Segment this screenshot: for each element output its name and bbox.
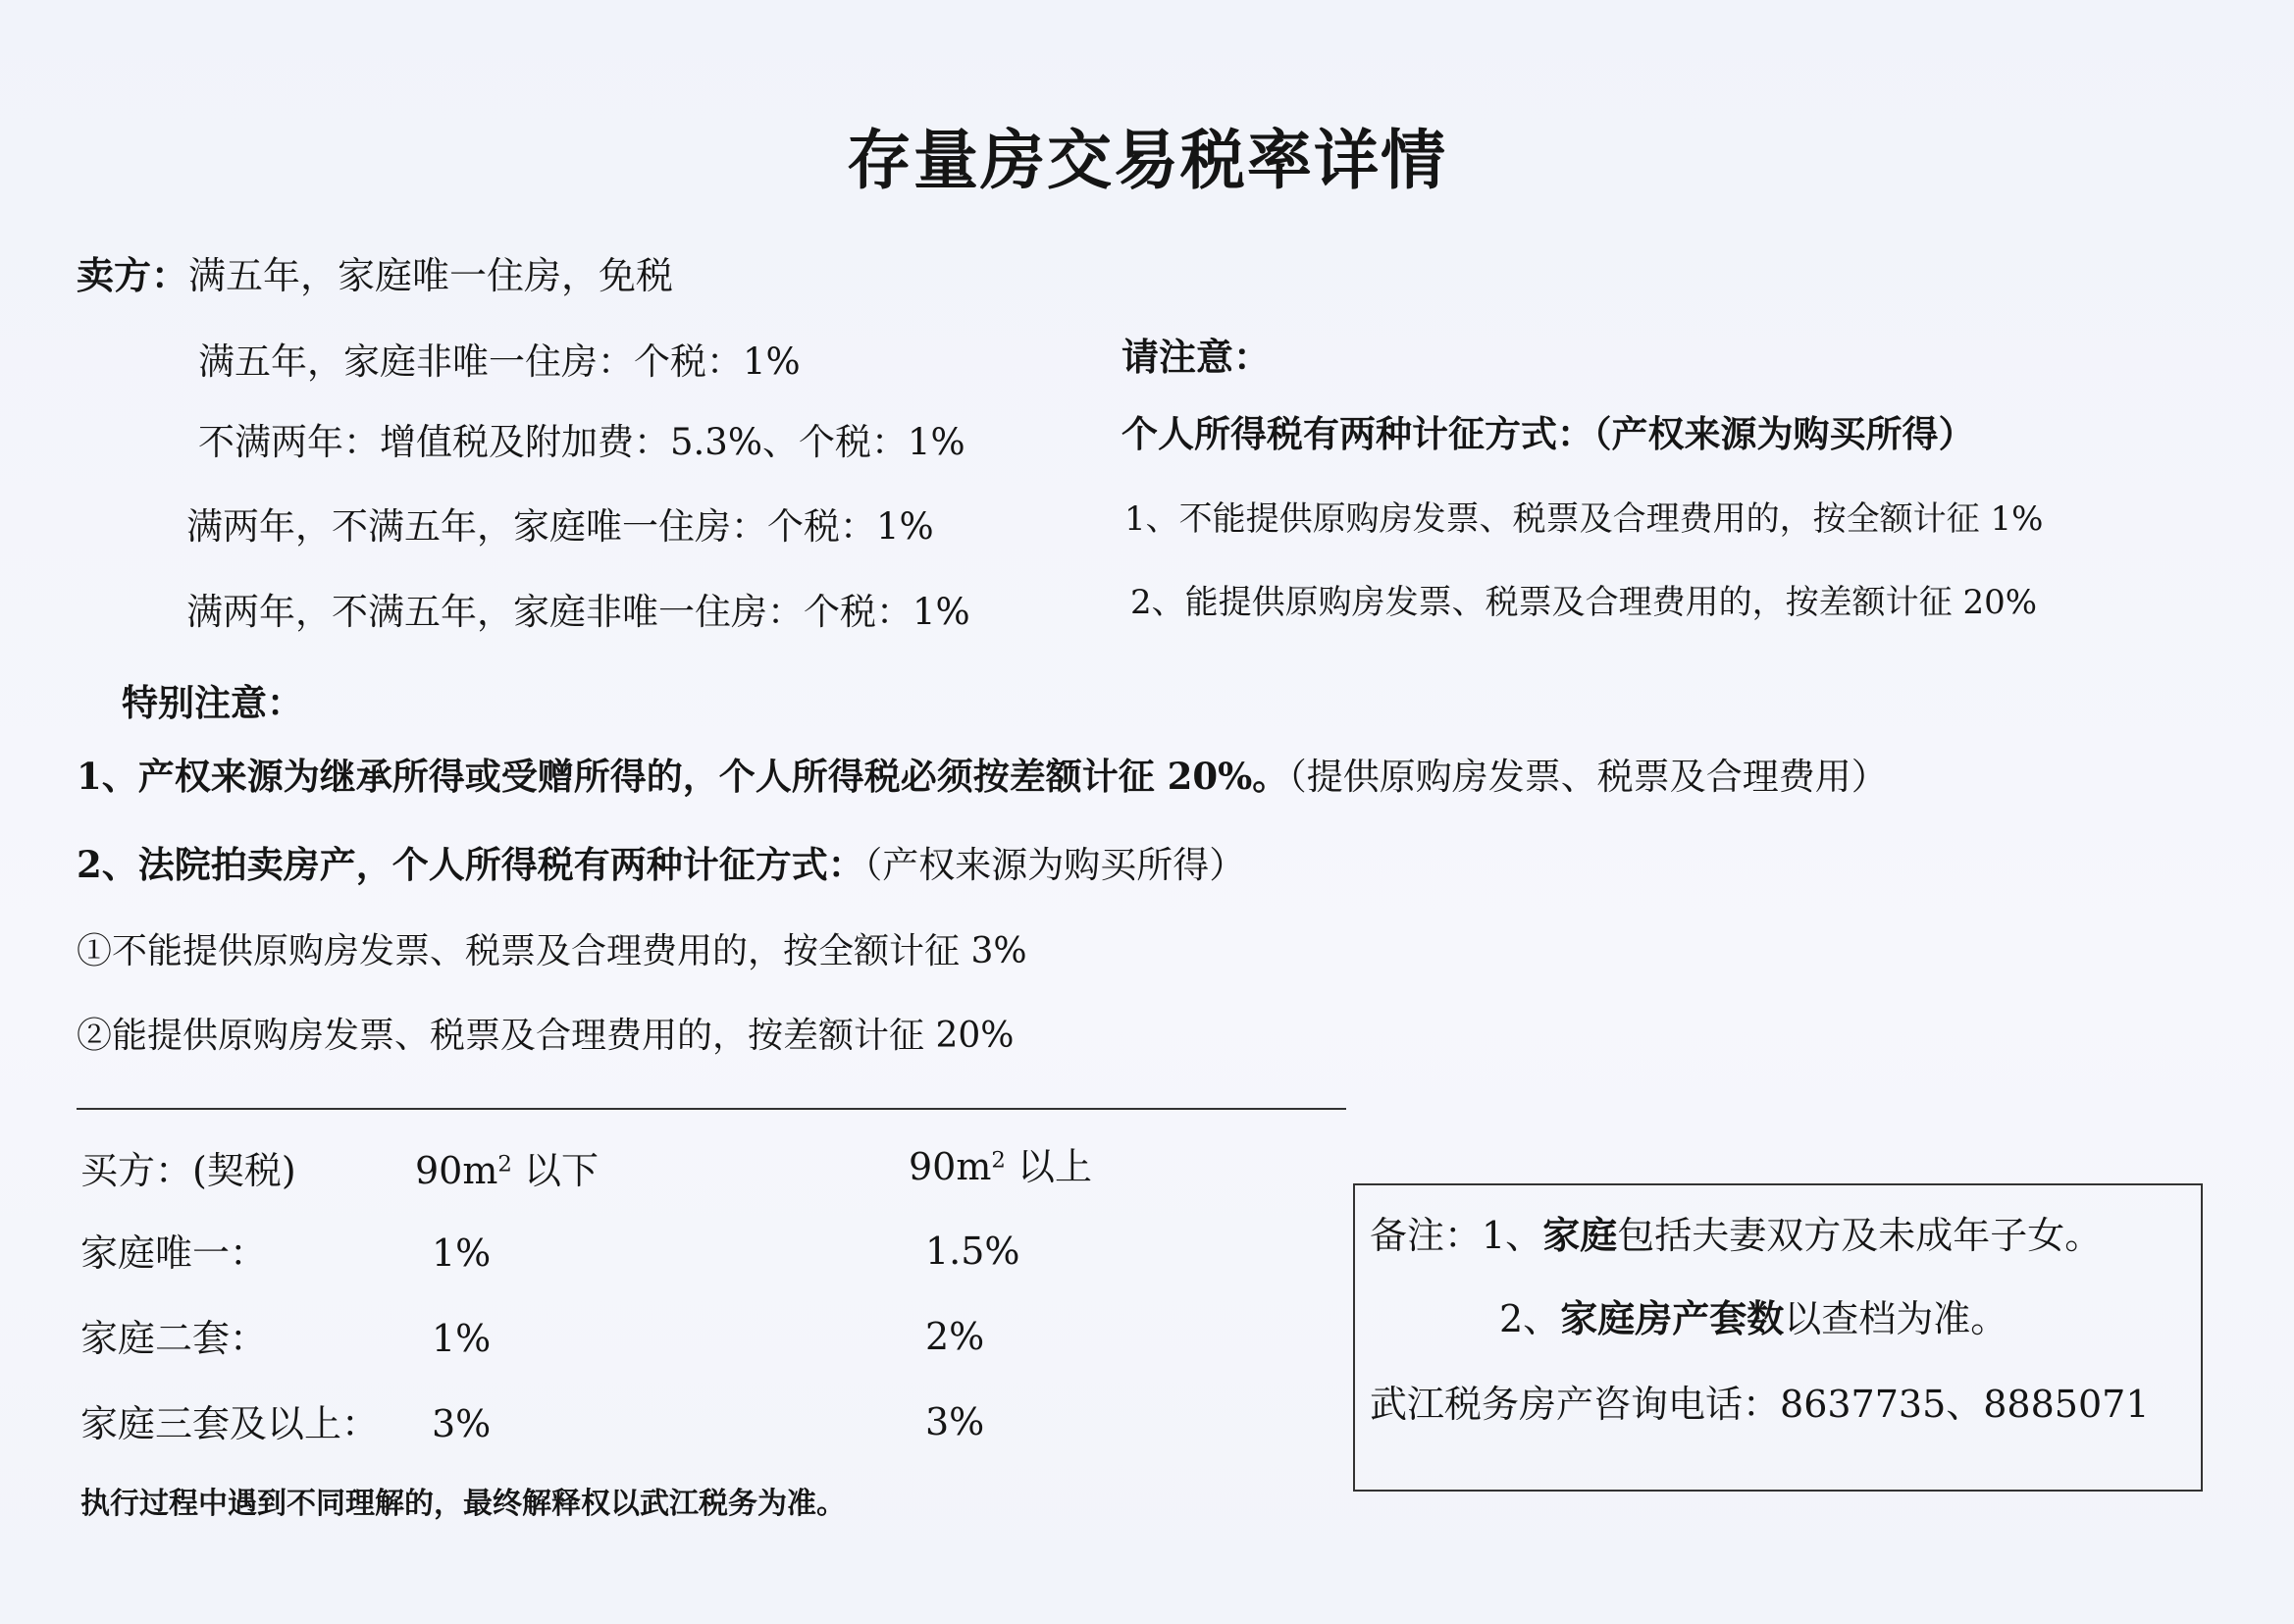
buyer-row-below: 1% (432, 1317, 492, 1360)
remarks-line1-rest: 包括夫妻双方及未成年子女。 (1617, 1214, 2103, 1257)
notice-subheading: 个人所得税有两种计征方式：（产权来源为购买所得） (1121, 412, 1975, 455)
seller-label: 卖方： (77, 253, 189, 297)
special-heading: 特别注意： (122, 681, 303, 724)
seller-line: 满五年，家庭非唯一住房：个税：1% (198, 341, 801, 383)
special-sub-item: ②能提供原购房发票、税票及合理费用的，按差额计征 20% (77, 1016, 1015, 1056)
remarks-line1-bold: 家庭 (1542, 1213, 1618, 1257)
buyer-row-label: 家庭三套及以上： (80, 1402, 380, 1445)
buyer-row-above: 2% (925, 1315, 985, 1358)
col1-value: 90m (415, 1149, 498, 1192)
buyer-row-above: 1.5% (925, 1230, 1020, 1273)
buyer-row-below: 1% (432, 1231, 492, 1275)
buyer-label: 买方： (80, 1149, 193, 1192)
special-item-1-bold: 1、产权来源为继承所得或受赠所得的，个人所得税必须按差额计征 20%。 (77, 755, 1289, 798)
buyer-row-above: 3% (925, 1400, 985, 1443)
col2-value: 90m (909, 1145, 992, 1188)
buyer-row-label: 家庭二套： (80, 1317, 268, 1360)
remarks-prefix: 备注：1、 (1370, 1214, 1543, 1257)
notice-item: 2、能提供原购房发票、税票及合理费用的，按差额计征 20% (1130, 583, 2038, 622)
phone-label: 武江税务房产咨询电话： (1370, 1383, 1781, 1426)
seller-first-line (77, 253, 674, 297)
special-sub-item: ①不能提供原购房发票、税票及合理费用的，按全额计征 3% (77, 931, 1027, 971)
remarks-line2-bold: 家庭房产套数 (1560, 1296, 1785, 1340)
special-item-1 (77, 755, 1888, 798)
col1-sup: 2 (497, 1151, 512, 1178)
special-item-2 (77, 843, 1246, 886)
col1-suffix: 以下 (511, 1149, 599, 1192)
buyer-header-label (80, 1149, 296, 1192)
seller-line: 满两年，不满五年，家庭非唯一住房：个税：1% (186, 591, 970, 633)
phone-numbers: 8637735、8885071 (1780, 1383, 2150, 1426)
footer-disclaimer: 执行过程中遇到不同理解的，最终解释权以武江税务为准。 (80, 1487, 846, 1521)
special-item-2-bold: 2、法院拍卖房产，个人所得税有两种计征方式： (77, 843, 864, 886)
buyer-col-below-90 (415, 1149, 599, 1192)
special-item-2-note: （产权来源为购买所得） (863, 844, 1246, 886)
seller-line: 满两年，不满五年，家庭唯一住房：个税：1% (186, 505, 934, 548)
remarks-line2-rest: 以查档为准。 (1784, 1297, 2008, 1340)
seller-line-exempt: 满五年，家庭唯一住房，免税 (188, 254, 674, 297)
special-item-1-note: （提供原购房发票、税票及合理费用） (1288, 756, 1888, 798)
seller-line: 不满两年：增值税及附加费：5.3%、个税：1% (198, 421, 965, 463)
col2-sup: 2 (991, 1147, 1006, 1174)
notice-item: 1、不能提供原购房发票、税票及合理费用的，按全额计征 1% (1124, 499, 2044, 539)
page-title: 存量房交易税率详情 (847, 122, 1447, 198)
col2-suffix: 以上 (1005, 1145, 1092, 1188)
buyer-row-label: 家庭唯一： (80, 1231, 268, 1275)
remarks-line-1 (1370, 1213, 2103, 1257)
remarks-line-2 (1499, 1296, 2008, 1340)
section-divider (77, 1108, 1346, 1110)
notice-heading: 请注意： (1121, 335, 1272, 379)
buyer-col-above-90 (909, 1145, 1092, 1188)
remarks-phone-line (1370, 1383, 2150, 1426)
buyer-row-below: 3% (432, 1402, 492, 1445)
buyer-label-suffix: (契税) (192, 1149, 296, 1192)
remarks-line2-prefix: 2、 (1499, 1297, 1561, 1340)
